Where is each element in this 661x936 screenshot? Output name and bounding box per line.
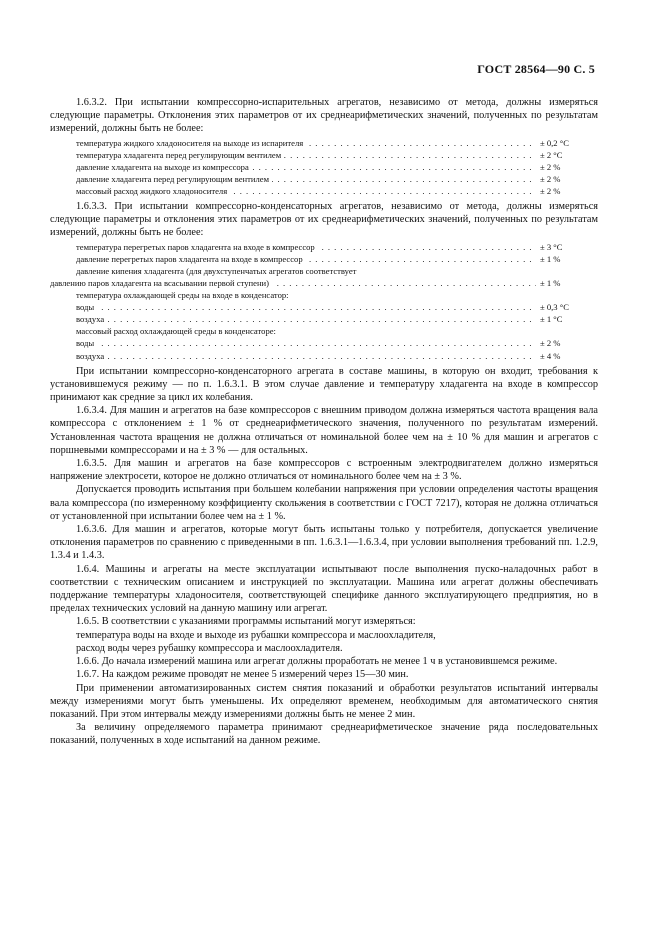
- parameter-label: [76, 137, 536, 149]
- paragraph: расход воды через рубашку компрессора и маслоохладителя.: [76, 642, 343, 654]
- document-body: [50, 96, 598, 748]
- parameter-label-text: давление хладагента на выходе из компрессора: [76, 162, 252, 172]
- parameter-label-text: температура жидкого хладоносителя на выходе из испарителя: [76, 138, 306, 148]
- parameter-row: [50, 173, 598, 185]
- parameter-tolerance: ± 2 %: [540, 173, 561, 184]
- parameter-tolerance: ± 2 %: [540, 338, 561, 349]
- paragraph: 1.6.6. До начала измерений машина или агрегат должны проработать не менее 1 ч в установившемся режиме.: [76, 656, 558, 668]
- paragraph: При испытании компрессорно-конденсаторного агрегата в составе машины, в которую он входит, требования к установившемуся режиму — по п. 1.6.3.1. В этом случае давление и температуру хладагента на входе в компрессор принимают как средние за цикл их колебания.: [50, 365, 598, 404]
- parameter-label: [76, 301, 536, 313]
- parameter-label: [76, 253, 536, 265]
- parameter-list: [50, 241, 598, 362]
- parameter-label: [76, 289, 536, 301]
- parameter-row: [50, 185, 598, 197]
- parameter-label-text: температура хладагента перед регулирующим вентилем: [76, 150, 284, 160]
- parameter-row: [50, 350, 598, 362]
- parameter-label-text: давление кипения хладагента (для двухступенчатых агрегатов соответствует: [76, 266, 359, 276]
- parameter-label-text: воздуха: [76, 351, 107, 361]
- parameter-tolerance: ± 1 %: [540, 277, 561, 288]
- parameter-label: [76, 161, 536, 173]
- parameter-label-text: воды: [76, 302, 97, 312]
- paragraph: 1.6.3.3. При испытании компрессорно-конденсаторных агрегатов, независимо от метода, должны измеряться следующие параметры и отклонения этих параметров от их среднеарифметических значений, полученных по результатам измерений, должны быть не более:: [50, 201, 598, 239]
- parameter-label: [76, 265, 536, 277]
- parameter-row: [50, 137, 598, 149]
- paragraph: За величину определяемого параметра принимают среднеарифметическое значение ряда последовательных показаний, полученных в ходе испытаний на данном режиме.: [50, 722, 598, 747]
- parameter-label: [76, 350, 536, 362]
- parameter-label-text: массовый расход охлаждающей среды в конденсаторе:: [76, 326, 279, 336]
- parameter-tolerance: ± 1 °С: [540, 314, 563, 325]
- parameter-label-text: давление хладагента перед регулирующим вентилем: [76, 174, 272, 184]
- parameter-label: [76, 325, 536, 337]
- parameter-row: [50, 161, 598, 173]
- paragraph: 1.6.3.5. Для машин и агрегатов на базе компрессоров с встроенным электродвигателем должно измеряться напряжение электросети, которое не должно отличаться от номинального более чем на ± 3 %.: [50, 458, 598, 483]
- parameter-row: [50, 313, 598, 325]
- paragraph: 1.6.7. На каждом режиме проводят не менее 5 измерений через 15—30 мин.: [76, 669, 409, 681]
- parameter-label: [76, 173, 536, 185]
- parameter-label-text: давление перегретых паров хладагента на входе в компрессор: [76, 254, 306, 264]
- parameter-row: [50, 241, 598, 253]
- parameter-row: [50, 277, 598, 289]
- parameter-tolerance: ± 2 %: [540, 185, 561, 196]
- parameter-tolerance: ± 4 %: [540, 350, 561, 361]
- parameter-label-text: массовый расход жидкого хладоносителя: [76, 186, 230, 196]
- parameter-label: [76, 313, 536, 325]
- page-header: ГОСТ 28564—90 С. 5: [477, 62, 595, 76]
- parameter-label-text: воды: [76, 338, 97, 348]
- parameter-label-text: воздуха: [76, 314, 107, 324]
- parameter-label-text: температура охлаждающей среды на входе в конденсатор:: [76, 290, 292, 300]
- parameter-row: [50, 149, 598, 161]
- paragraph: 1.6.4. Машины и агрегаты на месте эксплуатации испытывают после выполнения пуско-наладочных работ в соответствии с техническим описанием и инструкцией по эксплуатации. Машина или агрегат должны обеспечивать поддержание температуры хладоносителя, соответствующей специфике данного эксплуатирующего предприятия, но в пределах технических условий на данную машину или агрегат.: [50, 563, 598, 615]
- parameter-label-text: температура перегретых паров хладагента на входе в компрессор: [76, 242, 318, 252]
- parameter-label-text: давлению паров хладагента на всасывании первой ступени): [50, 278, 272, 288]
- parameter-row: [50, 253, 598, 265]
- parameter-tolerance: ± 3 °С: [540, 241, 563, 252]
- parameter-row: [50, 265, 598, 277]
- parameter-row: [50, 301, 598, 313]
- paragraph: 1.6.3.2. При испытании компрессорно-испарительных агрегатов, независимо от метода, должны измеряться следующие параметры. Отклонения этих параметров от их среднеарифметических значений, полученных по результатам измерений, должны быть не более:: [50, 97, 598, 135]
- paragraph: температура воды на входе и выходе из рубашки компрессора и маслоохладителя,: [76, 629, 436, 641]
- paragraph: 1.6.3.4. Для машин и агрегатов на базе компрессоров с внешним приводом должна измеряться частота вращения вала компрессора с отклонением ± 1 % от среднеарифметического значения, полученного по результатам измерений. Установленная частота вращения не должна отличаться от номинальной более чем на ± 10 % для машин и агрегатов с поршневыми компрессорами и на ± 3 % — для остальных.: [50, 405, 598, 456]
- parameter-list: [50, 137, 598, 197]
- parameter-label: [50, 277, 536, 289]
- parameter-label: [76, 149, 536, 161]
- parameter-tolerance: ± 2 %: [540, 161, 561, 172]
- parameter-row: [50, 337, 598, 349]
- paragraph: Допускается проводить испытания при большем колебании напряжения при условии определения частоты вращения вала компрессора (по измеренному коэффициенту скольжения в соответствии с ГОСТ 7217), которая не должна отличаться от установленной при испытании более чем на ± 1 %.: [50, 484, 598, 522]
- paragraph: 1.6.3.6. Для машин и агрегатов, которые могут быть испытаны только у потребителя, допускается увеличение отклонения параметров по сравнению с приведенными в пп. 1.6.3.1—1.6.3.4, при условии выполнения требований пп. 1.2.9, 1.3.4 и 1.4.3.: [50, 524, 598, 562]
- parameter-tolerance: ± 0,3 °С: [540, 302, 569, 313]
- parameter-tolerance: ± 2 °С: [540, 149, 563, 160]
- parameter-label: [76, 241, 536, 253]
- parameter-tolerance: ± 1 %: [540, 253, 561, 264]
- parameter-row: [50, 289, 598, 301]
- paragraph: 1.6.5. В соответствии с указаниями программы испытаний могут измеряться:: [76, 616, 416, 628]
- paragraph: При применении автоматизированных систем снятия показаний и обработки результатов испытаний интервалы между измерениями могут быть уменьшены. Их определяют временем, необходимым для автоматического снятия показаний. При этом интервалы между измерениями должны быть не менее 2 мин.: [50, 682, 598, 720]
- parameter-label: [76, 185, 536, 197]
- parameter-row: [50, 325, 598, 337]
- parameter-tolerance: ± 0,2 °С: [540, 137, 569, 148]
- parameter-label: [76, 337, 536, 349]
